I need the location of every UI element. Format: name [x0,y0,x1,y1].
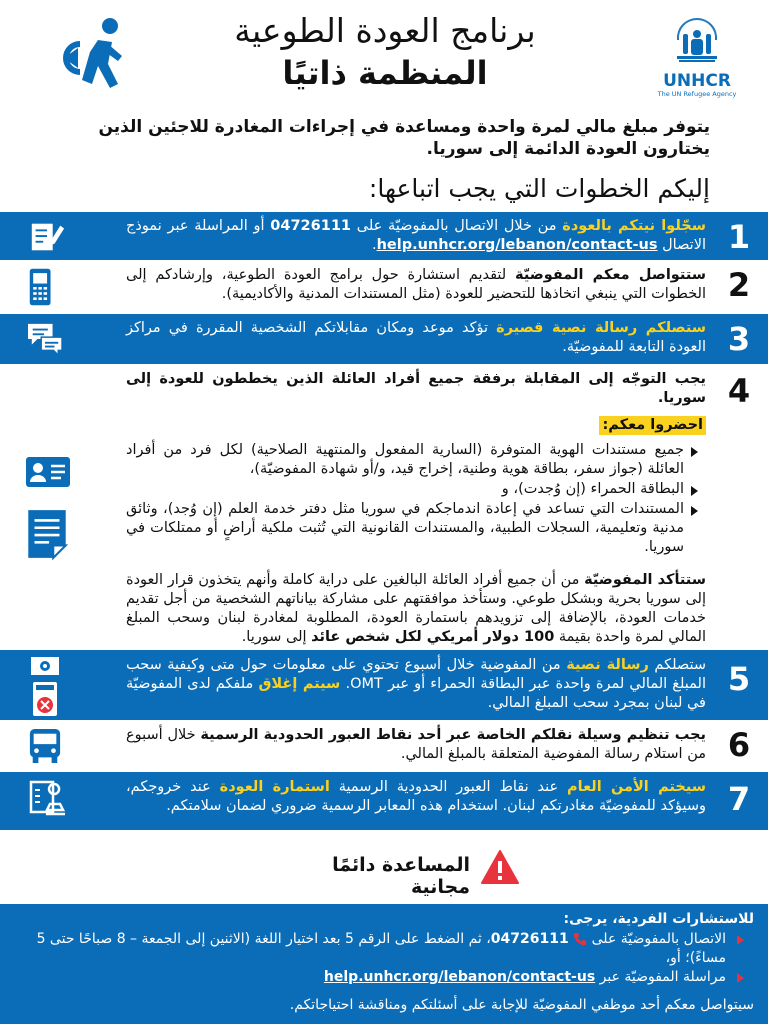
step-text [126,217,706,255]
title-line-2: المنظمة ذاتيًا [282,54,488,92]
step-number: 3 [727,320,751,358]
step-highlight: سجّلوا نيتكم بالعودة [562,218,706,234]
step-number: 5 [727,660,751,698]
bring-label: احضروا معكم: [599,416,706,435]
step-text-a: ستصلكم [648,657,706,673]
bus-icon [28,726,62,766]
step-text-a: تؤكد موعد ومكان مقابلاتكم الشخصية المقررة في مراكز العودة التابعة للمفوضيّة. [126,320,706,355]
document-icon [26,508,68,560]
footer-item1-text-a: الاتصال بالمفوضيّة على [587,931,726,947]
warning-icon [480,848,520,886]
step-highlight: ستتواصل معكم المفوضيّة [515,267,706,283]
verify-amount: 100 دولار أمريكي لكل شخص عائد [311,629,555,645]
step-text-b: عند خروجكم، وسيؤكد للمفوضيّة مغادرتكم لبنان. استخدام هذه المعابر الرسمية ضروري لضمان سلامتكم. [126,779,706,814]
step-number: 2 [727,266,751,304]
step-text-b: أو المراسلة عبر نموذج الاتصال [126,218,706,253]
step-5 [0,650,768,720]
documents-list [126,441,706,557]
step-lead: يجب التوجّه إلى المقابلة برفقة جميع أفراد العائلة الذين يخططون للعودة إلى سوريا. [126,371,706,406]
form-pen-icon [28,218,66,256]
step-text-a: عند نقاط العبور الحدودية الرسمية [329,779,568,795]
step-number: 1 [727,218,751,256]
step-text-a: من خلال الاتصال بالمفوضيّة على [351,218,563,234]
footer [0,904,768,1024]
steps-title: إليكم الخطوات التي يجب اتباعها: [368,174,710,203]
step-text-c: ملفكم لدى المفوضيّة في لبنان بمجرد سحب المبلغ المالي. [126,676,706,711]
logo-name: UNHCR [663,71,731,91]
step-text [126,778,706,816]
step-highlight: رسالة نصية [566,657,649,673]
list-item: جميع مستندات الهوية المتوفرة (السارية المفعول والمنتهية الصلاحية) لكل فرد من أفراد العائلة (جواز سفر، بطاقة هوية وطنية، إخراج قيد، و/أو شهادة المفوضيّة)، [126,441,698,479]
verify-bold: ستتأكد المفوضيّة [584,572,706,588]
step-text-a: خلال أسبوع من استلام رسالة المفوضية المتعلقة بالمبلغ المالي. [126,727,706,762]
verification-text [126,571,706,647]
step-1 [0,212,768,260]
unhcr-logo [654,12,740,102]
returning-person-icon [52,14,136,98]
id-card-icon [24,456,72,488]
step-highlight: سيختم الأمن العام [567,779,707,795]
footer-item2-text: مراسلة المفوضيّة عبر [595,969,726,985]
stamp-form-icon [28,780,68,820]
page-title [200,10,570,94]
title-line-1: برنامج العودة الطوعية [234,11,536,50]
unhcr-emblem-icon [669,12,725,68]
step-highlight: يجب تنظيم وسيلة نقلكم الخاصة عبر أحد نقاط العبور الحدودية الرسمية [200,727,706,743]
step-4 [0,366,768,650]
step-number: 7 [727,780,751,818]
list-item [24,968,744,987]
phone-icon [573,932,587,946]
phone-number: 04726111 [270,218,351,234]
cash-icon [30,656,60,678]
step-highlight-2: استمارة العودة [219,779,330,795]
step-6 [0,722,768,770]
footer-closing: سيتواصل معكم أحد موظفي المفوضيّة للإجابة على أسئلتكم ومناقشة احتياجاتكم. [289,997,754,1013]
list-item [24,930,744,968]
closed-file-icon [32,680,58,718]
intro-text: يتوفر مبلغ مالي لمرة واحدة ومساعدة في إجراءات المغادرة للاجئين الذين يختارون العودة الدائمة إلى سوريا. [98,117,710,159]
step-highlight-2: سيتم إغلاق [258,676,341,692]
step-highlight: ستصلكم رسالة نصية قصيرة [496,320,706,336]
contact-link[interactable]: help.unhcr.org/lebanon/contact-us [376,237,658,253]
free-assistance-notice [270,848,520,898]
list-item: البطاقة الحمراء (إن وُجدت)، و [126,480,698,499]
step-text [126,319,706,357]
footer-contact-link[interactable]: help.unhcr.org/lebanon/contact-us [323,969,596,985]
step-text-b: من المفوضية خلال أسبوع تحتوي على معلومات حول متى وكيفية سحب المبلغ المالي لمرة واحدة عبر البطاقة الحمراء أو عبر OMT. [126,657,706,692]
step-text [126,266,706,304]
step-text [126,656,706,713]
step-text [126,726,706,764]
footer-item1-text-b: ، ثم الضغط على الرقم 5 بعد اختيار اللغة (الاثنين إلى الجمعة – 8 صباحًا حتى 5 مساءً)؛ أو، [36,931,726,966]
header [0,0,768,110]
step-number: 4 [727,372,751,410]
footer-list [24,930,744,987]
verify-text: من أن جميع أفراد العائلة البالغين على دراية كاملة وأنهم يتخذون قرار العودة إلى سوريا بحرية وبشكل طوعي. وستأخذ موافقتهم على مشاركة بياناتهم الشخصية من أجل تقديم خدمات العودة، بالإضافة إلى تزويدهم باستمارة العودة، المطلوبة لمغادرة لبنان وسحب المبلغ المالي لمرة واحدة بقيمة [126,572,706,645]
mobile-phone-icon [28,265,54,309]
footer-intro: للاستشارات الفردية، يرجى: [563,911,754,927]
warning-text: المساعدة دائمًا مجانية [332,854,470,898]
step-7 [0,772,768,830]
list-item: المستندات التي تساعد في إعادة اندماجكم في سوريا مثل دفتر خدمة العلم (إن وُجد)، وثائق مدنية وتعليمية، السجلات الطبية، والمستندات القانونية التي تُثبت ملكية أراضٍ أو ممتلكات في سوريا. [126,500,698,557]
footer-phone[interactable]: 04726111 [490,931,569,947]
step-text [126,370,706,647]
step-text-c: . [371,237,377,253]
logo-tagline: The UN Refugee Agency [657,90,737,98]
verify-end: إلى سوريا. [241,629,312,645]
step-2 [0,262,768,312]
step-number: 6 [727,726,751,764]
step-3 [0,314,768,364]
step-text-a: لتقديم استشارة حول برامج العودة الطوعية، وإرشادكم إلى الخطوات التي ينبغي اتخاذها للتحضير للعودة (مثل المستندات المدنية والأكاديمية). [126,267,706,302]
chat-bubbles-icon [26,322,64,356]
